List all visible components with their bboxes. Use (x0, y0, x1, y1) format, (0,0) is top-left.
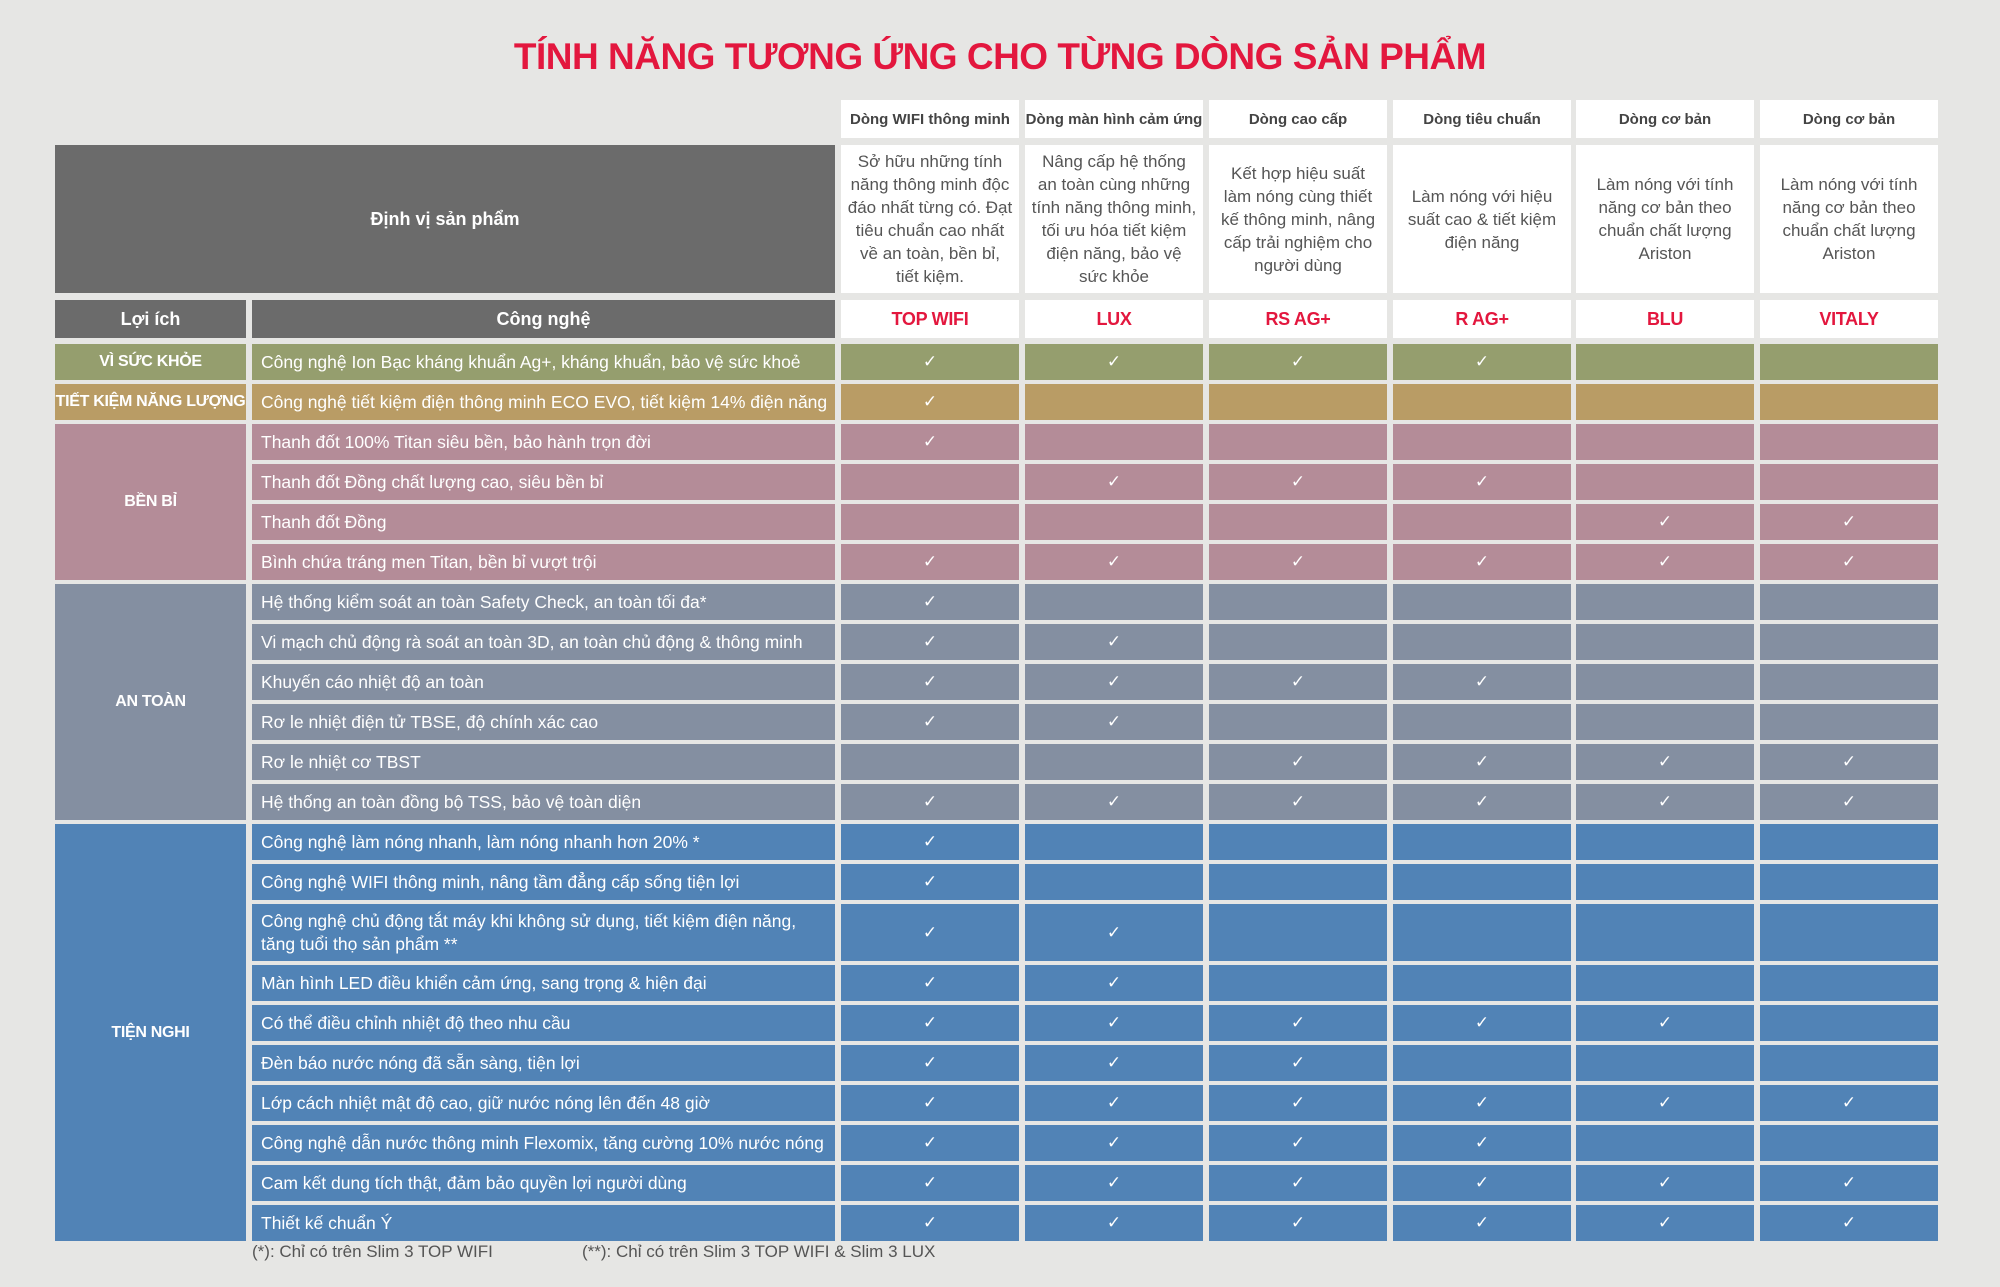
product-description-text: Làm nóng với tính năng cơ bản theo chuẩn chất lượng Ariston (1596, 175, 1734, 263)
empty-cell (1209, 584, 1387, 620)
empty-cell (1209, 384, 1387, 420)
check-icon: ✓ (1841, 512, 1857, 531)
check-icon: ✓ (922, 392, 938, 411)
check-cell (1393, 1085, 1571, 1121)
check-icon: ✓ (1841, 1093, 1857, 1112)
check-icon: ✓ (1106, 632, 1122, 651)
check-cell (1760, 784, 1938, 820)
empty-cell (1393, 424, 1571, 460)
check-icon: ✓ (1106, 672, 1122, 691)
empty-cell (1209, 864, 1387, 900)
check-icon: ✓ (1657, 552, 1673, 571)
check-icon: ✓ (922, 792, 938, 811)
empty-cell (1576, 384, 1754, 420)
check-icon: ✓ (1290, 352, 1306, 371)
product-line-header: Dòng tiêu chuẩn (1393, 100, 1571, 138)
check-cell (841, 1045, 1019, 1081)
feature-row-label: Hệ thống kiểm soát an toàn Safety Check, an toàn tối đa* (252, 584, 835, 620)
check-cell (841, 1005, 1019, 1041)
empty-cell (1760, 824, 1938, 860)
product-description (1393, 145, 1571, 293)
check-icon: ✓ (922, 552, 938, 571)
check-cell (841, 584, 1019, 620)
check-icon: ✓ (1290, 1133, 1306, 1152)
product-line-header: Dòng cao cấp (1209, 100, 1387, 138)
benefit-category: TIỆN NGHI (55, 824, 246, 1241)
empty-cell (1760, 1125, 1938, 1161)
empty-cell (1760, 584, 1938, 620)
check-cell (1025, 464, 1203, 500)
check-icon: ✓ (1290, 1173, 1306, 1192)
empty-cell (1209, 704, 1387, 740)
product-name-header: R AG+ (1393, 300, 1571, 338)
check-icon: ✓ (1106, 1133, 1122, 1152)
check-cell (1576, 744, 1754, 780)
check-icon: ✓ (922, 1133, 938, 1152)
check-cell (1576, 1205, 1754, 1241)
feature-row-label: Đèn báo nước nóng đã sẵn sàng, tiện lợi (252, 1045, 835, 1081)
check-cell (1209, 1125, 1387, 1161)
page-title: TÍNH NĂNG TƯƠNG ỨNG CHO TỪNG DÒNG SẢN PHẨM (513, 36, 1487, 77)
empty-cell (1576, 864, 1754, 900)
empty-cell (1025, 584, 1203, 620)
product-description-text: Nâng cấp hệ thống an toàn cùng những tính năng thông minh, tối ưu hóa tiết kiệm điện năng, bảo vệ sức khỏe (1031, 152, 1197, 286)
check-icon: ✓ (1474, 672, 1490, 691)
check-icon: ✓ (922, 672, 938, 691)
empty-cell (1760, 1045, 1938, 1081)
check-icon: ✓ (1474, 1173, 1490, 1192)
check-icon: ✓ (1657, 752, 1673, 771)
empty-cell (1760, 904, 1938, 961)
check-icon: ✓ (922, 872, 938, 891)
feature-row-label: Công nghệ dẫn nước thông minh Flexomix, tăng cường 10% nước nóng (252, 1125, 835, 1161)
check-icon: ✓ (922, 432, 938, 451)
check-cell (1209, 1045, 1387, 1081)
check-icon: ✓ (1106, 1093, 1122, 1112)
check-icon: ✓ (1106, 1173, 1122, 1192)
empty-cell (1760, 344, 1938, 380)
feature-row-label: Màn hình LED điều khiển cảm ứng, sang trọng & hiện đại (252, 965, 835, 1001)
check-cell (1576, 1005, 1754, 1041)
empty-cell (1760, 624, 1938, 660)
check-icon: ✓ (1474, 1013, 1490, 1032)
product-description-text: Kết hợp hiệu suất làm nóng cùng thiết kế thông minh, nâng cấp trải nghiệm cho người dùng (1220, 163, 1376, 275)
footnote-single-asterisk: (*): Chỉ có trên Slim 3 TOP WIFI (252, 1242, 493, 1261)
product-description (1760, 145, 1938, 293)
check-icon: ✓ (1474, 1133, 1490, 1152)
check-icon: ✓ (922, 1013, 938, 1032)
check-cell (1576, 784, 1754, 820)
check-icon: ✓ (1657, 1013, 1673, 1032)
product-name-header: VITALY (1760, 300, 1938, 338)
check-icon: ✓ (1290, 672, 1306, 691)
empty-cell (1576, 704, 1754, 740)
check-cell (841, 1205, 1019, 1241)
check-icon: ✓ (1290, 792, 1306, 811)
feature-row-label: Cam kết dung tích thật, đảm bảo quyền lợi người dùng (252, 1165, 835, 1201)
empty-cell (1760, 664, 1938, 700)
check-cell (841, 544, 1019, 580)
check-cell (841, 864, 1019, 900)
benefit-category: AN TOÀN (55, 584, 246, 820)
product-description (1209, 145, 1387, 293)
check-icon: ✓ (1474, 472, 1490, 491)
empty-cell (1576, 624, 1754, 660)
check-cell (1209, 544, 1387, 580)
check-icon: ✓ (1106, 472, 1122, 491)
check-icon: ✓ (1106, 792, 1122, 811)
check-cell (1209, 1205, 1387, 1241)
product-description (841, 145, 1019, 293)
product-name-header: RS AG+ (1209, 300, 1387, 338)
check-icon: ✓ (922, 1213, 938, 1232)
check-icon: ✓ (1290, 1013, 1306, 1032)
empty-cell (1760, 704, 1938, 740)
check-cell (841, 664, 1019, 700)
empty-cell (1576, 965, 1754, 1001)
check-cell (1393, 1125, 1571, 1161)
check-icon: ✓ (922, 1093, 938, 1112)
check-icon: ✓ (1474, 792, 1490, 811)
check-icon: ✓ (1841, 552, 1857, 571)
product-line-header: Dòng màn hình cảm ứng (1025, 100, 1203, 138)
check-cell (1025, 344, 1203, 380)
feature-row-label: Bình chứa tráng men Titan, bền bỉ vượt trội (252, 544, 835, 580)
check-cell (1393, 784, 1571, 820)
check-icon: ✓ (1841, 1173, 1857, 1192)
empty-cell (1576, 664, 1754, 700)
check-icon: ✓ (922, 832, 938, 851)
check-icon: ✓ (1657, 1173, 1673, 1192)
empty-cell (1576, 344, 1754, 380)
check-cell (1025, 784, 1203, 820)
empty-cell (1393, 384, 1571, 420)
feature-row-label: Rơ le nhiệt điện tử TBSE, độ chính xác cao (252, 704, 835, 740)
check-cell (1393, 1005, 1571, 1041)
product-name-header: BLU (1576, 300, 1754, 338)
check-cell (1576, 1085, 1754, 1121)
check-cell (1025, 1005, 1203, 1041)
check-cell (841, 1165, 1019, 1201)
check-cell (1760, 744, 1938, 780)
check-icon: ✓ (1657, 512, 1673, 531)
check-cell (841, 624, 1019, 660)
check-icon: ✓ (1290, 752, 1306, 771)
check-icon: ✓ (1841, 1213, 1857, 1232)
empty-cell (1025, 384, 1203, 420)
check-cell (1025, 1125, 1203, 1161)
check-icon: ✓ (1290, 472, 1306, 491)
empty-cell (1209, 904, 1387, 961)
empty-cell (1760, 424, 1938, 460)
check-cell (1760, 1205, 1938, 1241)
product-line-header: Dòng WIFI thông minh (841, 100, 1019, 138)
empty-cell (1393, 864, 1571, 900)
check-cell (1209, 664, 1387, 700)
feature-row-label: Khuyến cáo nhiệt độ an toàn (252, 664, 835, 700)
benefit-category: VÌ SỨC KHỎE (55, 344, 246, 380)
check-cell (1209, 1085, 1387, 1121)
check-cell (841, 424, 1019, 460)
empty-cell (1393, 624, 1571, 660)
check-icon: ✓ (1474, 1213, 1490, 1232)
check-cell (1209, 344, 1387, 380)
empty-cell (1025, 864, 1203, 900)
empty-cell (1025, 744, 1203, 780)
empty-cell (1025, 824, 1203, 860)
empty-cell (1025, 504, 1203, 540)
empty-cell (1576, 1045, 1754, 1081)
check-cell (1393, 664, 1571, 700)
check-cell (841, 344, 1019, 380)
check-cell (1393, 344, 1571, 380)
check-icon: ✓ (1290, 552, 1306, 571)
check-cell (1576, 1165, 1754, 1201)
benefit-category: TIẾT KIỆM NĂNG LƯỢNG (55, 384, 246, 420)
check-cell (1209, 744, 1387, 780)
empty-cell (841, 464, 1019, 500)
check-cell (1760, 1085, 1938, 1121)
empty-cell (1025, 424, 1203, 460)
check-cell (1760, 1165, 1938, 1201)
empty-cell (1393, 704, 1571, 740)
empty-cell (1576, 824, 1754, 860)
check-icon: ✓ (1657, 1093, 1673, 1112)
check-icon: ✓ (1474, 352, 1490, 371)
check-icon: ✓ (922, 352, 938, 371)
empty-cell (1760, 1005, 1938, 1041)
empty-cell (1576, 1125, 1754, 1161)
empty-cell (1393, 965, 1571, 1001)
empty-cell (841, 504, 1019, 540)
check-icon: ✓ (1290, 1213, 1306, 1232)
check-icon: ✓ (922, 592, 938, 611)
check-cell (1025, 965, 1203, 1001)
feature-row-label: Vi mạch chủ động rà soát an toàn 3D, an toàn chủ động & thông minh (252, 624, 835, 660)
check-cell (1393, 544, 1571, 580)
check-icon: ✓ (1290, 1053, 1306, 1072)
empty-cell (1209, 965, 1387, 1001)
check-cell (1025, 544, 1203, 580)
feature-row-label: Công nghệ tiết kiệm điện thông minh ECO EVO, tiết kiệm 14% điện năng (252, 384, 835, 420)
check-cell (1576, 544, 1754, 580)
feature-row-label: Thanh đốt Đồng chất lượng cao, siêu bền bỉ (252, 464, 835, 500)
check-cell (1760, 504, 1938, 540)
check-icon: ✓ (1106, 1053, 1122, 1072)
feature-row-label: Hệ thống an toàn đồng bộ TSS, bảo vệ toàn diện (252, 784, 835, 820)
check-icon: ✓ (1106, 552, 1122, 571)
empty-cell (1393, 1045, 1571, 1081)
check-cell (1760, 544, 1938, 580)
product-description-text: Làm nóng với tính năng cơ bản theo chuẩn chất lượng Ariston (1780, 175, 1918, 263)
feature-row-label: Thanh đốt 100% Titan siêu bền, bảo hành trọn đời (252, 424, 835, 460)
check-cell (1025, 1165, 1203, 1201)
feature-row-label: Công nghệ WIFI thông minh, nâng tầm đẳng cấp sống tiện lợi (252, 864, 835, 900)
check-icon: ✓ (1474, 752, 1490, 771)
empty-cell (1576, 464, 1754, 500)
check-icon: ✓ (1657, 792, 1673, 811)
check-icon: ✓ (922, 1173, 938, 1192)
check-cell (1025, 904, 1203, 961)
check-icon: ✓ (1841, 792, 1857, 811)
positioning-header: Định vị sản phẩm (55, 145, 835, 293)
product-description-text: Sở hữu những tính năng thông minh độc đáo nhất từng có. Đạt tiêu chuẩn cao nhất về an toàn, bền bỉ, tiết kiệm. (847, 152, 1013, 286)
empty-cell (1209, 624, 1387, 660)
check-cell (1209, 1005, 1387, 1041)
product-name-header: LUX (1025, 300, 1203, 338)
check-icon: ✓ (1106, 1213, 1122, 1232)
check-cell (841, 1085, 1019, 1121)
check-icon: ✓ (1474, 1093, 1490, 1112)
check-icon: ✓ (1106, 712, 1122, 731)
check-icon: ✓ (1657, 1213, 1673, 1232)
feature-row-label: Công nghệ chủ động tắt máy khi không sử dụng, tiết kiệm điện năng, tăng tuổi thọ sản phẩm ** (252, 904, 835, 961)
empty-cell (1576, 424, 1754, 460)
empty-cell (1393, 584, 1571, 620)
check-cell (841, 904, 1019, 961)
empty-cell (1760, 384, 1938, 420)
product-description (1576, 145, 1754, 293)
check-cell (1393, 744, 1571, 780)
feature-row-label: Công nghệ Ion Bạc kháng khuẩn Ag+, kháng khuẩn, bảo vệ sức khoẻ (252, 344, 835, 380)
feature-row-label: Công nghệ làm nóng nhanh, làm nóng nhanh hơn 20% * (252, 824, 835, 860)
product-line-header: Dòng cơ bản (1576, 100, 1754, 138)
check-cell (1209, 464, 1387, 500)
technology-header: Công nghệ (252, 300, 835, 338)
feature-row-label: Lớp cách nhiệt mật độ cao, giữ nước nóng lên đến 48 giờ (252, 1085, 835, 1121)
check-icon: ✓ (922, 632, 938, 651)
check-cell (1209, 784, 1387, 820)
check-icon: ✓ (1474, 552, 1490, 571)
empty-cell (1576, 584, 1754, 620)
check-cell (1025, 1085, 1203, 1121)
check-cell (1209, 1165, 1387, 1201)
check-icon: ✓ (922, 712, 938, 731)
check-cell (841, 824, 1019, 860)
product-description (1025, 145, 1203, 293)
empty-cell (1576, 904, 1754, 961)
check-cell (841, 384, 1019, 420)
feature-row-label: Rơ le nhiệt cơ TBST (252, 744, 835, 780)
empty-cell (1209, 504, 1387, 540)
empty-cell (1393, 904, 1571, 961)
check-icon: ✓ (1106, 352, 1122, 371)
check-icon: ✓ (922, 1053, 938, 1072)
feature-row-label: Thiết kế chuẩn Ý (252, 1205, 835, 1241)
check-cell (841, 704, 1019, 740)
check-cell (1025, 664, 1203, 700)
check-cell (841, 1125, 1019, 1161)
check-cell (1025, 704, 1203, 740)
check-cell (1025, 1205, 1203, 1241)
check-cell (1393, 464, 1571, 500)
empty-cell (1760, 965, 1938, 1001)
feature-row-label: Thanh đốt Đồng (252, 504, 835, 540)
check-cell (1393, 1165, 1571, 1201)
check-icon: ✓ (922, 922, 938, 942)
check-icon: ✓ (1841, 752, 1857, 771)
empty-cell (1393, 824, 1571, 860)
empty-cell (1760, 864, 1938, 900)
check-cell (1576, 504, 1754, 540)
benefit-header: Lợi ích (55, 300, 246, 338)
product-line-header: Dòng cơ bản (1760, 100, 1938, 138)
empty-cell (841, 744, 1019, 780)
feature-row-label: Có thể điều chỉnh nhiệt độ theo nhu cầu (252, 1005, 835, 1041)
product-description-text: Làm nóng với hiệu suất cao & tiết kiệm điện năng (1407, 186, 1557, 252)
benefit-category: BỀN BỈ (55, 424, 246, 580)
check-icon: ✓ (1106, 973, 1122, 992)
footnote-double-asterisk: (**): Chỉ có trên Slim 3 TOP WIFI & Slim 3 LUX (582, 1242, 936, 1261)
check-cell (1025, 1045, 1203, 1081)
empty-cell (1209, 824, 1387, 860)
check-cell (841, 784, 1019, 820)
check-cell (1393, 1205, 1571, 1241)
product-name-header: TOP WIFI (841, 300, 1019, 338)
check-cell (1025, 624, 1203, 660)
check-icon: ✓ (922, 973, 938, 992)
check-icon: ✓ (1106, 1013, 1122, 1032)
check-cell (841, 965, 1019, 1001)
empty-cell (1209, 424, 1387, 460)
check-icon: ✓ (1290, 1093, 1306, 1112)
empty-cell (1393, 504, 1571, 540)
check-icon: ✓ (1106, 922, 1122, 942)
empty-cell (1760, 464, 1938, 500)
